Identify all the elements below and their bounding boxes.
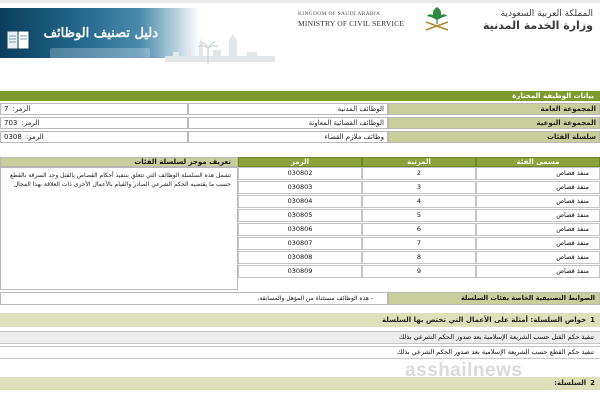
series-description: تشمل هذه السلسلة الوظائف التي تتعلق بتنفيذ أحكام القصاص بالقتل وحد السرقة بالقطع حسب ما يقتضيه الحكم الشرعي الصادر والقيام بالأعمال الأخرى ذات العلاقة بهذا المجال	[0, 167, 238, 290]
ministry-en-line1: KINGDOM OF SAUDI ARABIA	[298, 11, 381, 17]
class-code-cell: 030808	[238, 251, 362, 264]
classification-conditions-row	[0, 292, 600, 305]
table-row	[238, 237, 600, 250]
book-icon	[5, 28, 33, 52]
characteristics-band	[0, 313, 600, 327]
qualitative-group-code-cell	[0, 117, 188, 129]
ministry-arabic-name	[455, 8, 593, 32]
class-name-cell: منفذ قصاص	[476, 251, 600, 264]
class-name-cell: منفذ قصاص	[476, 209, 600, 222]
general-group-row	[0, 103, 600, 115]
class-code-cell: 030806	[238, 223, 362, 236]
general-group-code-cell	[0, 103, 188, 115]
class-name-cell: منفذ قصاص	[476, 195, 600, 208]
riyadh-skyline-icon	[165, 32, 275, 62]
class-name-cell: منفذ قصاص	[476, 181, 600, 194]
table-row	[238, 209, 600, 222]
characteristic-item: تنفيذ حكم القطع حسب الشريعة الإسلامية بعد صدور الحكم الشرعي بذلك	[0, 346, 600, 359]
col-header-class-name: مسمى الفئة	[476, 157, 600, 167]
class-series-code: 0308	[4, 133, 22, 141]
table-row	[238, 195, 600, 208]
ministry-ar-line1: المملكة العربية السعودية	[500, 9, 593, 19]
class-code-cell: 030807	[238, 237, 362, 250]
class-code-cell: 030802	[238, 167, 362, 180]
general-group-code-label: الرمز:	[12, 105, 31, 113]
class-series-code-cell	[0, 131, 188, 143]
table-row	[238, 181, 600, 194]
site-header	[0, 0, 600, 87]
class-name-cell: منفذ قصاص	[476, 167, 600, 180]
qualitative-group-label: المجموعة النوعية	[388, 117, 600, 129]
qualitative-group-code-label: الرمز:	[21, 119, 40, 127]
selected-job-title-bar	[0, 91, 600, 101]
table-row	[238, 167, 600, 180]
class-rank-cell: 2	[362, 167, 476, 180]
watermark: asshailnews	[405, 360, 523, 381]
general-group-value: الوظائف المدنية	[188, 103, 388, 115]
guide-title: دليل تصنيف الوظائف	[43, 26, 158, 41]
class-series-code-label: الرمز:	[25, 133, 44, 141]
class-rank-cell: 5	[362, 209, 476, 222]
saudi-emblem-icon	[420, 4, 454, 34]
classes-table	[0, 157, 600, 290]
header-top-strip	[0, 0, 600, 3]
class-rank-cell: 4	[362, 195, 476, 208]
class-rank-cell: 8	[362, 251, 476, 264]
class-code-cell: 030805	[238, 209, 362, 222]
class-rank-cell: 6	[362, 223, 476, 236]
qualitative-group-code: 703	[4, 119, 18, 127]
class-code-cell: 030803	[238, 181, 362, 194]
general-group-code: 7	[4, 105, 9, 113]
characteristics-title: خواص السلسلة: أمثلة على الأعمال التي تختص بها السلسلة	[381, 316, 587, 324]
table-row	[238, 265, 600, 278]
ministry-en-line2: MINISTRY OF CIVIL SERVICE	[298, 19, 405, 28]
class-code-cell: 030804	[238, 195, 362, 208]
table-row	[238, 223, 600, 236]
guide-subtitle-bar	[50, 48, 150, 58]
class-rank-cell: 9	[362, 265, 476, 278]
selected-job-title: بيانات الوظيفة المختارة	[512, 92, 594, 100]
class-rank-cell: 3	[362, 181, 476, 194]
ministry-ar-line2: وزارة الخدمة المدنية	[482, 19, 593, 32]
col-header-code: الرمز	[238, 157, 362, 167]
ministry-english-name	[298, 10, 408, 28]
conditions-label: الضوابط التصنيفية الخاصة بفئات السلسلة	[388, 292, 600, 305]
table-row	[238, 251, 600, 264]
class-name-cell: منفذ قصاص	[476, 223, 600, 236]
palm-tree-icon	[198, 40, 218, 64]
class-rank-cell: 7	[362, 237, 476, 250]
characteristics-number: 1	[590, 316, 595, 324]
class-series-value: وظائف ملازم القضاء	[188, 131, 388, 143]
characteristic-item: تنفيذ حكم القتل حسب الشريعة الإسلامية بعد صدور الحكم الشرعي بذلك	[0, 331, 600, 344]
class-series-label: سلسلة الفئات	[388, 131, 600, 143]
class-series-row	[0, 131, 600, 143]
series-description-header: تعريف موجز لسلسلة الفئات	[0, 157, 238, 167]
series-section-number: 2	[590, 379, 595, 387]
class-name-cell: منفذ قصاص	[476, 237, 600, 250]
job-details-panel	[0, 87, 600, 400]
conditions-value: - هذه الوظائف مستثناة من المؤهل والمسابقة.	[0, 292, 388, 305]
class-code-cell: 030809	[238, 265, 362, 278]
qualitative-group-value: الوظائف القضائية المعاونة	[188, 117, 388, 129]
qualitative-group-row	[0, 117, 600, 129]
col-header-rank: المرتبة	[362, 157, 476, 167]
series-section-title: السلسلة:	[554, 379, 587, 387]
general-group-label: المجموعة العامة	[388, 103, 600, 115]
class-name-cell: منفذ قصاص	[476, 265, 600, 278]
